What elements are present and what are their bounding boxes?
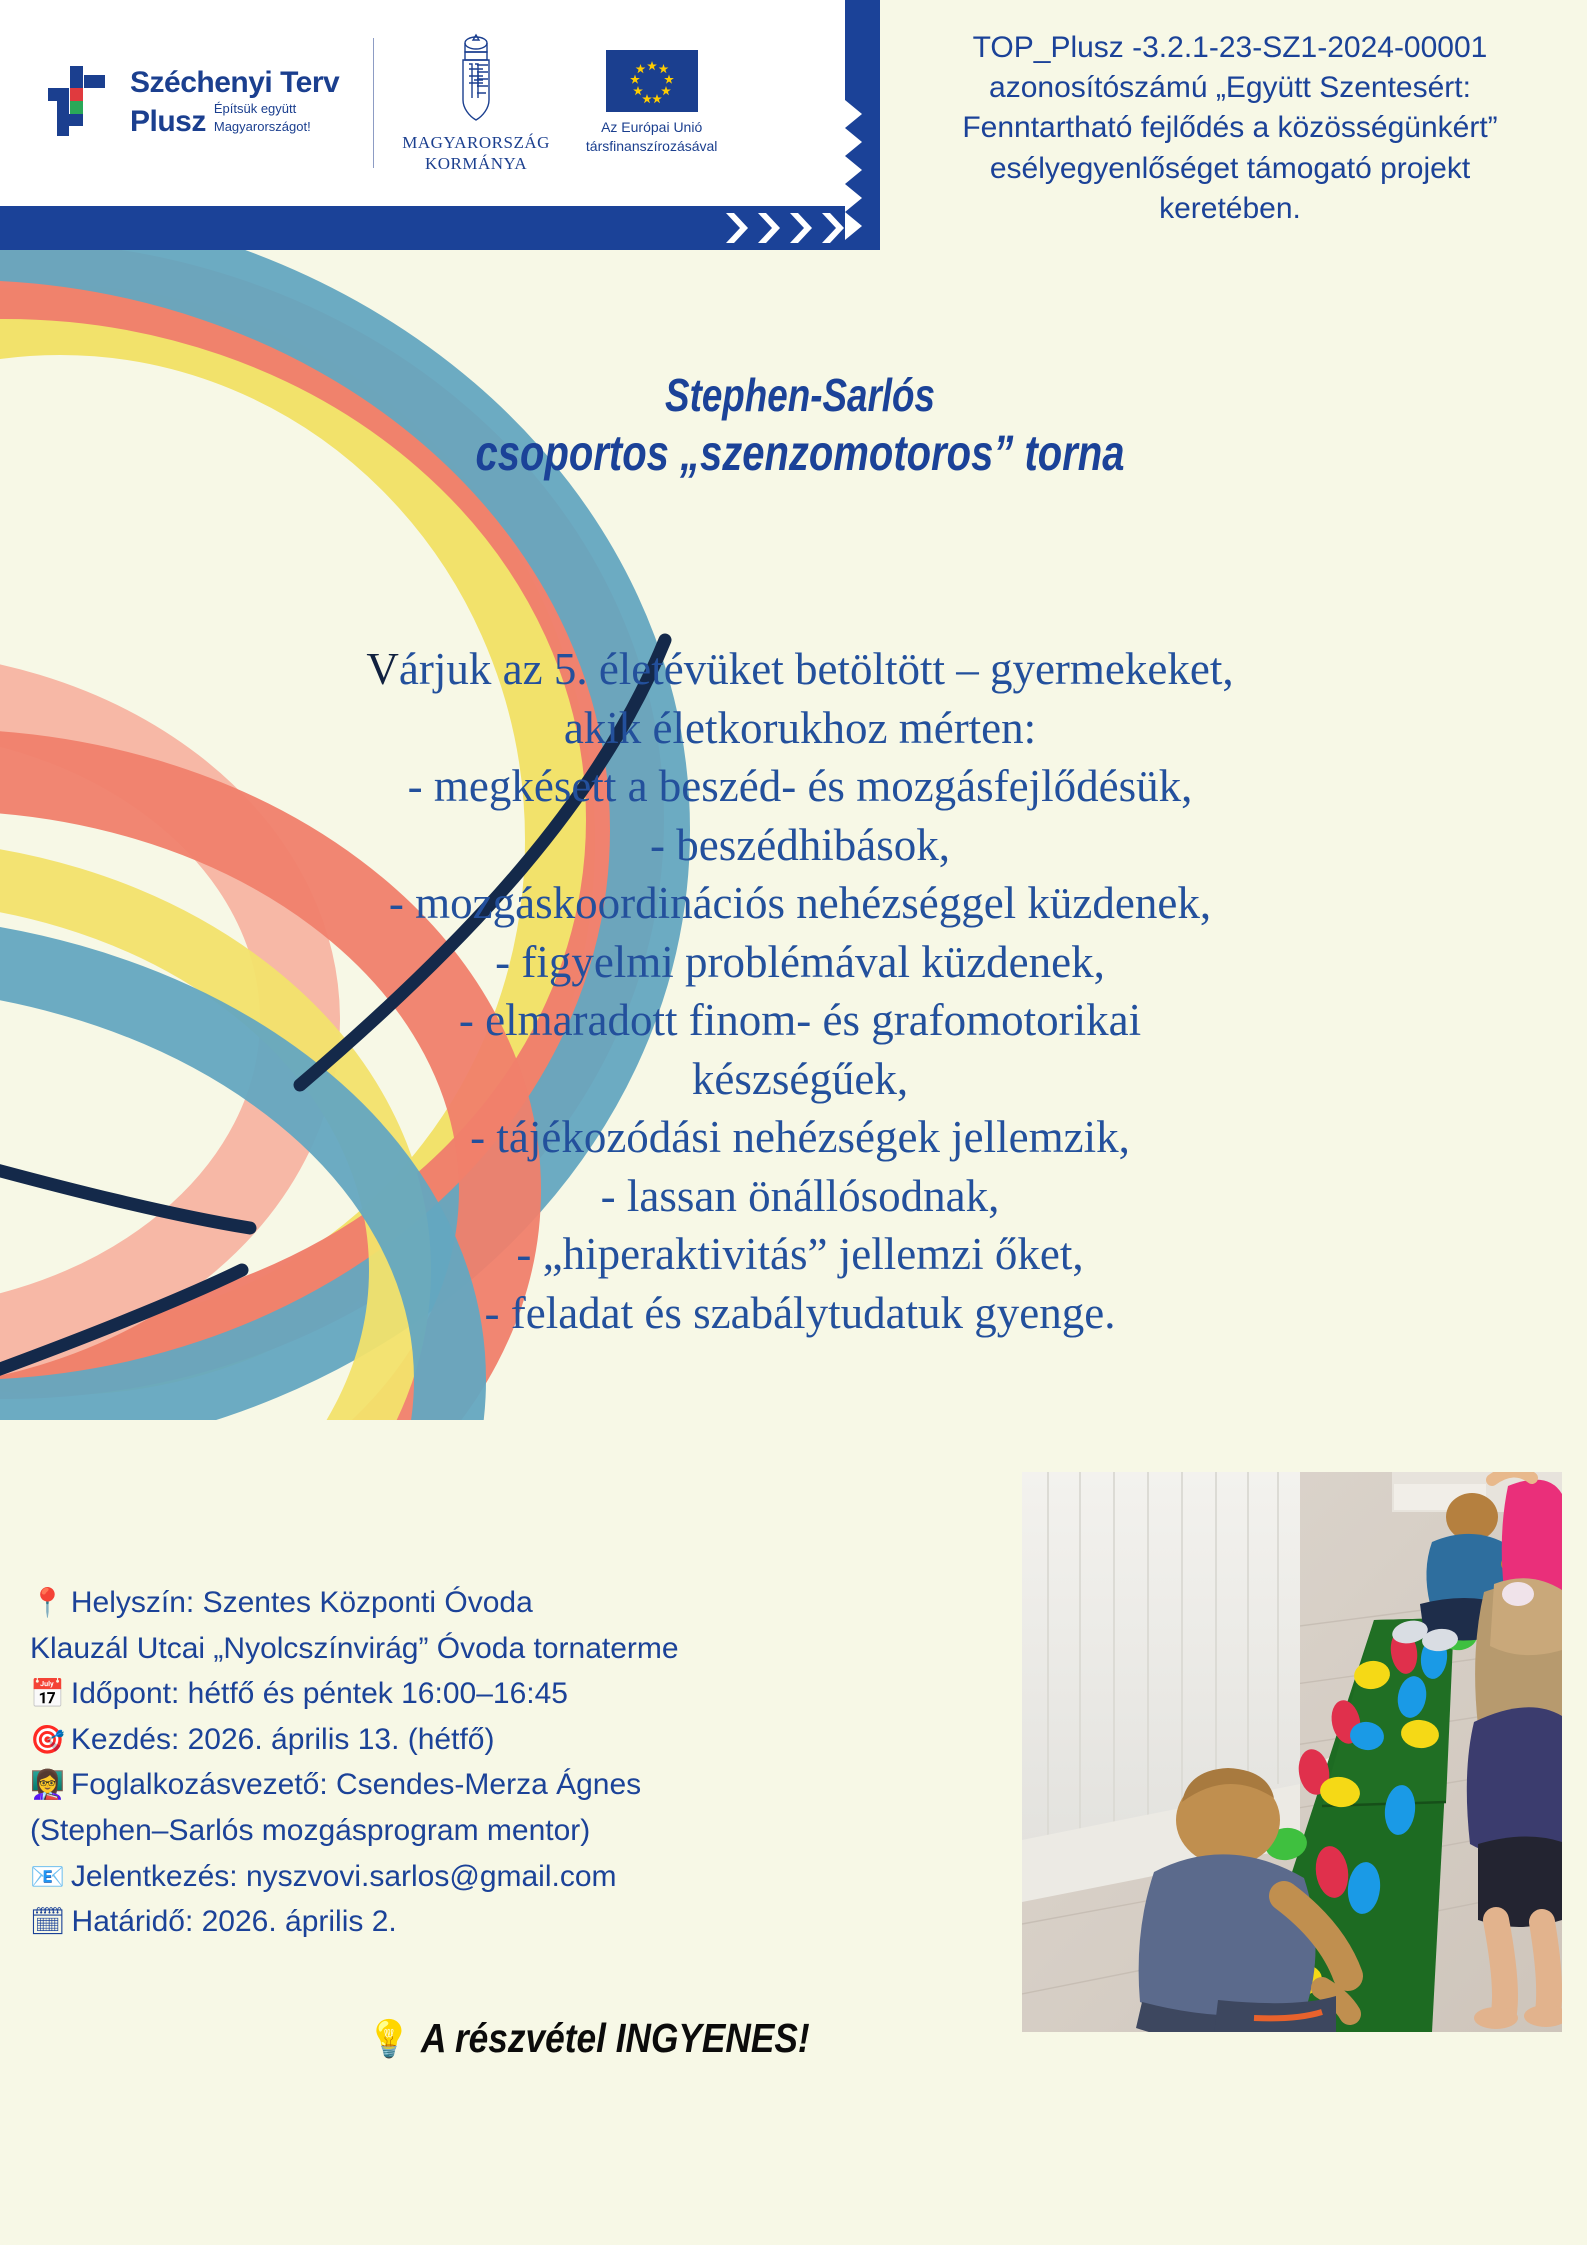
hungary-coat-of-arms-icon	[448, 31, 504, 123]
info-location-text: Helyszín: Szentes Központi Óvoda	[70, 1586, 533, 1619]
project-line-5: keretében.	[1159, 191, 1301, 225]
european-union-logo	[586, 50, 718, 154]
body-line-9: - tájékozódási nehézségek jellemzik,	[470, 1112, 1130, 1162]
title-line-2: csoportos „szenzomotoros” torna	[475, 425, 1125, 482]
szechenyi-logo-line2: Plusz	[130, 105, 206, 139]
project-line-3: Fenntartható fejlődés a közösségünkért”	[962, 111, 1498, 145]
eu-logo-line1: Az Európai Unió	[601, 119, 703, 136]
body-line-6: - figyelmi problémával küzdenek,	[495, 936, 1105, 987]
event-details-list	[30, 1580, 730, 1945]
header-side-chevron-strip	[845, 0, 880, 250]
body-line-11: - „hiperaktivitás” jellemzi őket,	[516, 1229, 1084, 1279]
project-identifier-text	[900, 28, 1560, 229]
header-blue-bar	[0, 206, 880, 250]
eu-flag-icon	[606, 50, 698, 112]
info-deadline-text: Határidő: 2026. április 2.	[71, 1905, 397, 1939]
lightbulb-icon: 💡	[366, 2017, 412, 2059]
info-schedule-text: Időpont: hétfő és péntek 16:00–16:45	[70, 1677, 568, 1711]
body-line-4: - beszédhibások,	[650, 819, 950, 870]
info-start-date-text: Kezdés: 2026. április 13. (hétfő)	[70, 1722, 495, 1756]
szechenyi-terv-plusz-logo	[40, 64, 339, 142]
location-pin-icon: 📍	[30, 1587, 65, 1618]
activity-photo	[1022, 1472, 1562, 2032]
body-line-2: akik életkorukhoz mérten:	[563, 702, 1037, 753]
body-line-12: - feladat és szabálytudatuk gyenge.	[484, 1287, 1116, 1338]
body-dropcap: V	[366, 644, 399, 694]
info-row-instructor-note	[30, 1808, 730, 1854]
szechenyi-logo-line1: Széchenyi Terv	[130, 65, 340, 99]
body-line-10: - lassan önállósodnak,	[600, 1170, 1000, 1221]
description-text	[270, 640, 1330, 1342]
target-icon: 🎯	[30, 1723, 65, 1755]
body-line-7: - elmaradott finom- és grafomotorikai	[458, 995, 1142, 1045]
gov-logo-line2: KORMÁNYA	[424, 154, 528, 173]
body-line-3: - megkésett a beszéd- és mozgásfejlődésük,	[407, 761, 1193, 811]
title-line-1: Stephen-Sarlós	[665, 369, 935, 421]
info-registration-text[interactable]: Jelentkezés: nyszvovi.sarlos@gmail.com	[70, 1859, 617, 1893]
body-line-1-rest: árjuk az 5. életévüket betöltött – gyermekeket,	[398, 644, 1234, 694]
logo-divider	[373, 38, 374, 168]
body-line-8: készségűek,	[691, 1053, 909, 1104]
info-instructor-note-text: (Stephen–Sarlós mozgásprogram mentor)	[30, 1813, 591, 1847]
project-line-4: esélyegyenlőséget támogató projekt	[989, 151, 1471, 185]
info-instructor-text: Foglalkozásvezető: Csendes-Merza Ágnes	[70, 1768, 642, 1802]
info-row-deadline	[30, 1899, 730, 1945]
page-title	[300, 368, 1300, 484]
info-venue-text: Klauzál Utcai „Nyolcszínvirág” Óvoda tornaterme	[30, 1631, 679, 1665]
woman-teacher-icon: 👩‍🏫	[30, 1769, 65, 1801]
calendar-icon: 🗓	[30, 1906, 66, 1938]
info-row-start-date	[30, 1717, 730, 1763]
szechenyi-plus-mark-icon	[40, 64, 118, 142]
free-participation-text: A részvétel INGYENES!	[421, 2015, 811, 2061]
info-row-registration[interactable]	[30, 1854, 730, 1900]
logo-row	[0, 0, 880, 205]
project-line-2: azonosítószámú „Együtt Szentesért:	[989, 71, 1471, 105]
info-row-schedule	[30, 1671, 730, 1717]
info-row-location	[30, 1580, 730, 1626]
body-line-5: - mozgáskoordinációs nehézséggel küzdenek,	[388, 878, 1212, 928]
hungary-government-logo	[402, 31, 550, 175]
email-icon: 📧	[30, 1860, 65, 1892]
tear-off-calendar-icon: 📅	[30, 1678, 65, 1710]
szechenyi-slogan-line2: Magyarországot!	[213, 118, 311, 134]
info-row-instructor	[30, 1762, 730, 1808]
project-line-1: TOP_Plusz -3.2.1-23-SZ1-2024-00001	[972, 31, 1488, 64]
body-line-1	[270, 640, 1330, 699]
gov-logo-line1: MAGYARORSZÁG	[402, 132, 550, 152]
szechenyi-slogan-line1: Építsük együtt	[213, 100, 297, 116]
info-row-venue	[30, 1626, 730, 1672]
free-participation-banner	[300, 2015, 940, 2062]
eu-logo-line2: társfinanszírozásával	[585, 137, 718, 154]
funding-logo-header	[0, 0, 880, 250]
